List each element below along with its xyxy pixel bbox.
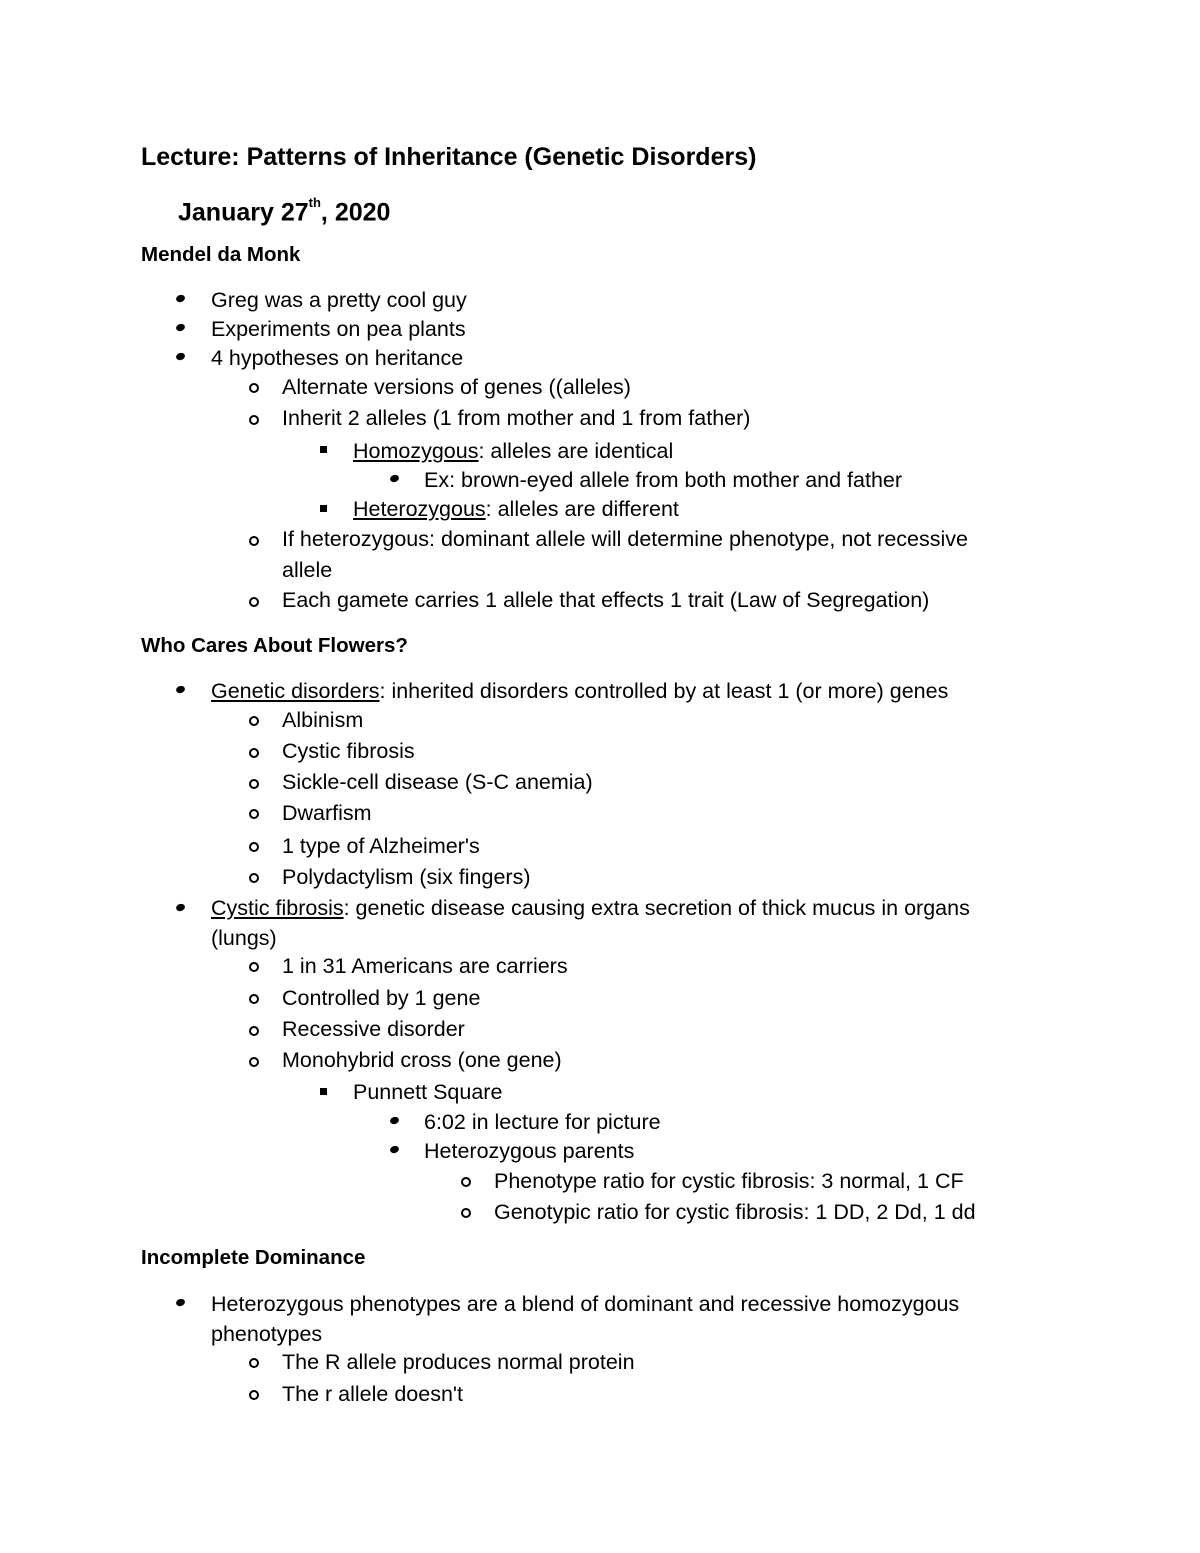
circle-bullet-icon	[249, 873, 259, 883]
list-item-ex-brown: Ex: brown-eyed allele from both mother and father	[424, 468, 903, 492]
circle-bullet-icon	[249, 597, 259, 607]
page-title: Lecture: Patterns of Inheritance (Genetic Disorders)	[141, 143, 757, 171]
disc-bullet-icon	[175, 903, 186, 912]
circle-bullet-icon	[249, 383, 259, 393]
disc-bullet-icon	[175, 685, 186, 694]
list-item-polydactylism: Polydactylism (six fingers)	[282, 865, 531, 889]
list-item-heterozygous	[353, 494, 679, 524]
square-bullet-icon	[320, 1088, 327, 1095]
list-item-each-gamete: Each gamete carries 1 allele that effects 1 trait (Law of Segregation)	[282, 588, 930, 612]
list-item-phenotype-ratio: Phenotype ratio for cystic fibrosis: 3 normal, 1 CF	[494, 1169, 964, 1193]
circle-bullet-icon	[461, 1208, 471, 1218]
list-item-homozygous	[353, 436, 673, 466]
list-item-genotypic-ratio: Genotypic ratio for cystic fibrosis: 1 DD, 2 Dd, 1 dd	[494, 1200, 976, 1224]
list-item-hetero-parents: Heterozygous parents	[424, 1139, 635, 1163]
list-item-if-hetero-cont: allele	[282, 558, 333, 582]
list-item-cystic: Cystic fibrosis	[282, 739, 415, 763]
circle-bullet-icon	[249, 748, 259, 758]
list-item-genetic-disorders	[211, 676, 948, 706]
term-homozygous: Homozygous	[353, 439, 479, 463]
list-item-recessive: Recessive disorder	[282, 1017, 465, 1041]
circle-bullet-icon	[249, 809, 259, 819]
list-item-r-doesnt: The r allele doesn't	[282, 1382, 463, 1406]
circle-bullet-icon	[249, 1358, 259, 1368]
def-genetic-disorders: : inherited disorders controlled by at least 1 (or more) genes	[379, 679, 949, 703]
list-item-inherit: Inherit 2 alleles (1 from mother and 1 from father)	[282, 406, 751, 430]
circle-bullet-icon	[249, 1026, 259, 1036]
list-item-albinism: Albinism	[282, 708, 364, 732]
disc-bullet-icon	[175, 352, 186, 361]
section-heading-mendel: Mendel da Monk	[141, 243, 301, 266]
square-bullet-icon	[320, 446, 327, 453]
disc-bullet-icon	[175, 323, 186, 332]
section-heading-incomplete: Incomplete Dominance	[141, 1246, 366, 1269]
list-item-dwarfism: Dwarfism	[282, 801, 372, 825]
disc-bullet-icon	[389, 1145, 400, 1154]
date-ordinal: th	[308, 195, 321, 210]
circle-bullet-icon	[249, 1390, 259, 1400]
term-cystic-fibrosis: Cystic fibrosis	[211, 896, 344, 920]
list-item-hetero-blend-cont: phenotypes	[211, 1322, 323, 1346]
disc-bullet-icon	[389, 474, 400, 483]
term-genetic-disorders: Genetic disorders	[211, 679, 380, 703]
list-item-hetero-blend: Heterozygous phenotypes are a blend of dominant and recessive homozygous	[211, 1292, 960, 1316]
disc-bullet-icon	[389, 1116, 400, 1125]
list-item-monohybrid: Monohybrid cross (one gene)	[282, 1048, 562, 1072]
date-suffix: , 2020	[320, 198, 391, 227]
lecture-date	[178, 191, 390, 228]
date-prefix: January 27	[178, 198, 309, 227]
list-item-hypotheses: 4 hypotheses on heritance	[211, 346, 464, 370]
term-heterozygous: Heterozygous	[353, 497, 486, 521]
section-heading-flowers: Who Cares About Flowers?	[141, 634, 408, 657]
list-item-cf-definition	[211, 893, 970, 923]
circle-bullet-icon	[249, 415, 259, 425]
list-item-if-hetero: If heterozygous: dominant allele will determine phenotype, not recessive	[282, 527, 968, 551]
circle-bullet-icon	[249, 994, 259, 1004]
list-item-alzheimers: 1 type of Alzheimer's	[282, 834, 480, 858]
list-item-greg: Greg was a pretty cool guy	[211, 288, 467, 312]
circle-bullet-icon	[249, 1057, 259, 1067]
list-item-punnett: Punnett Square	[353, 1080, 503, 1104]
circle-bullet-icon	[461, 1177, 471, 1187]
list-item-carriers: 1 in 31 Americans are carriers	[282, 954, 568, 978]
list-item-lecture-pic: 6:02 in lecture for picture	[424, 1110, 661, 1134]
list-item-controlled: Controlled by 1 gene	[282, 986, 481, 1010]
list-item-r-normal: The R allele produces normal protein	[282, 1350, 635, 1374]
list-item-sickle: Sickle-cell disease (S-C anemia)	[282, 770, 593, 794]
list-item-experiments: Experiments on pea plants	[211, 317, 466, 341]
list-item-cf-definition-cont: (lungs)	[211, 926, 277, 950]
disc-bullet-icon	[175, 1298, 186, 1307]
def-cystic-fibrosis: : genetic disease causing extra secretion of thick mucus in organs	[343, 896, 970, 920]
def-homozygous: : alleles are identical	[478, 439, 674, 463]
circle-bullet-icon	[249, 716, 259, 726]
list-item-alternate: Alternate versions of genes ((alleles)	[282, 375, 631, 399]
def-heterozygous: : alleles are different	[485, 497, 679, 521]
disc-bullet-icon	[175, 294, 186, 303]
circle-bullet-icon	[249, 536, 259, 546]
square-bullet-icon	[320, 505, 327, 512]
circle-bullet-icon	[249, 842, 259, 852]
circle-bullet-icon	[249, 962, 259, 972]
circle-bullet-icon	[249, 779, 259, 789]
